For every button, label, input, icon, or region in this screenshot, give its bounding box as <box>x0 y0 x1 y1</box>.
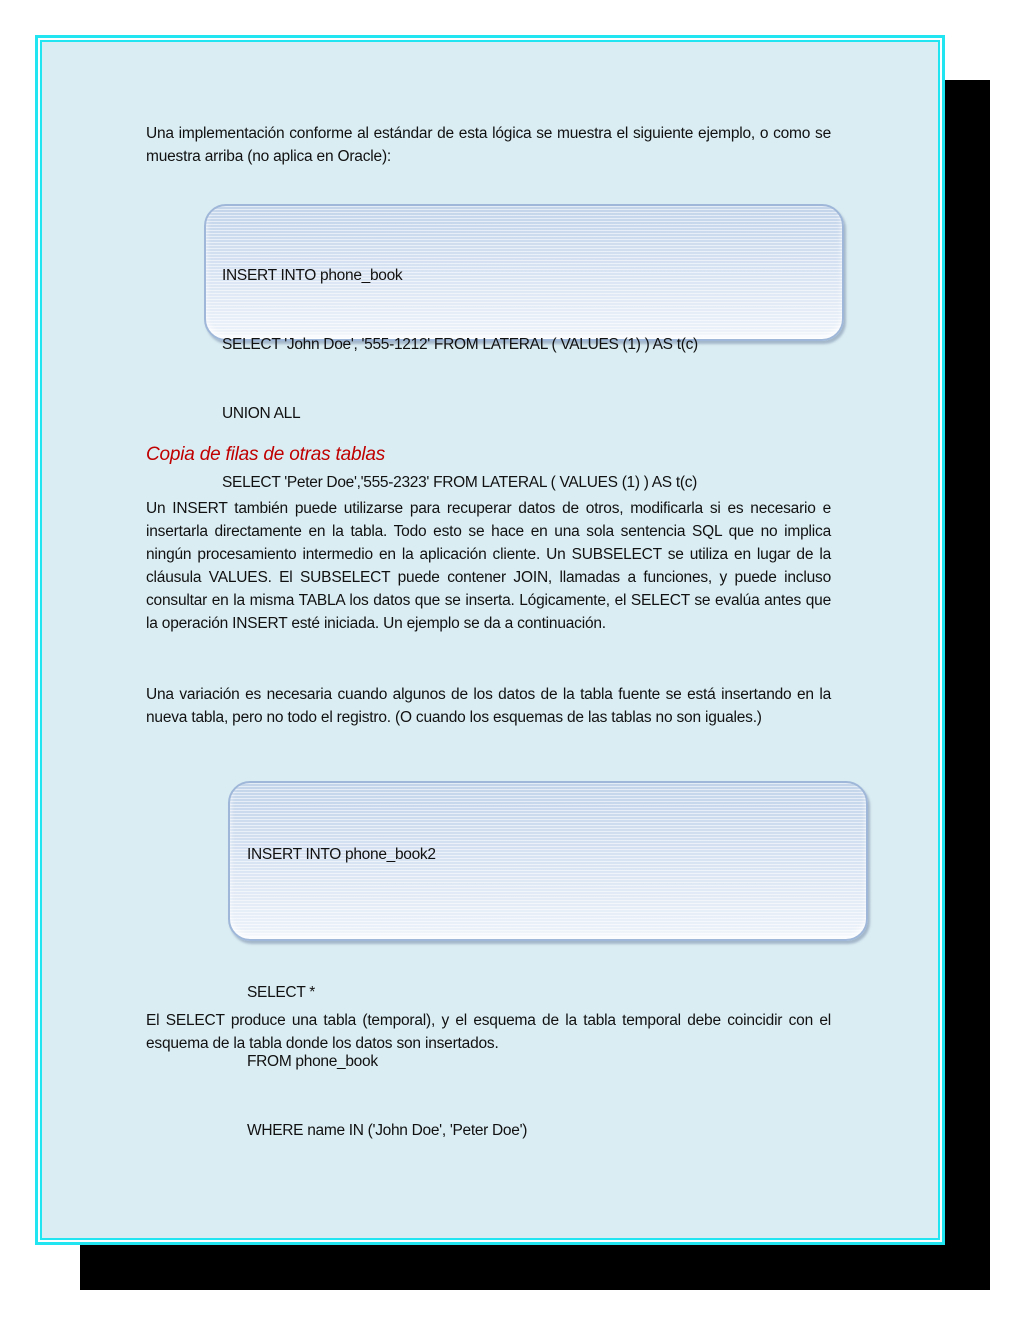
code-line: WHERE name IN ('John Doe', 'Peter Doe') <box>247 1122 528 1139</box>
body-paragraph-insert-subselect: Un INSERT también puede utilizarse para recuperar datos de otros, modificarla si es necesario e insertarla directamente en la tabla. Todo esto se hace en una sola sentencia SQL que no implica ningún procesamiento intermedio en la aplicación cliente. Un SUBSELECT se utiliza en lugar de la cláusula VALUES. El SUBSELECT puede contener JOIN, llamadas a funciones, y puede incluso consultar en la misma TABLA los datos que se inserta. Lógicamente, el SELECT se evalúa antes que la operación INSERT esté iniciada. Un ejemplo se da a continuación. <box>146 500 831 632</box>
code-line: INSERT INTO phone_book <box>222 267 403 284</box>
code-line: SELECT 'Peter Doe','555-2323' FROM LATERAL ( VALUES (1) ) AS t(c) <box>222 474 698 491</box>
code-line: UNION ALL <box>222 405 301 422</box>
code-line: FROM phone_book <box>247 1053 378 1070</box>
intro-paragraph: Una implementación conforme al estándar de esta lógica se muestra el siguiente ejemplo, o como se muestra arriba (no aplica en Oracle): <box>146 125 831 165</box>
code-line: SELECT * <box>247 984 315 1001</box>
section-heading: Copia de filas de otras tablas <box>146 444 386 465</box>
closing-paragraph: El SELECT produce una tabla (temporal), y el esquema de la tabla temporal debe coincidir con el esquema de la tabla donde los datos son insertados. <box>146 1012 831 1052</box>
body-paragraph-variation: Una variación es necesaria cuando algunos de los datos de la tabla fuente se está insertando en la nueva tabla, pero no todo el registro. (O cuando los esquemas de las tablas no son iguales.) <box>146 686 831 726</box>
code-line: SELECT 'John Doe', '555-1212' FROM LATERAL ( VALUES (1) ) AS t(c) <box>222 336 698 353</box>
code-line: INSERT INTO phone_book2 <box>247 846 436 863</box>
code-line-blank <box>247 912 527 935</box>
code-lines <box>222 218 698 540</box>
code-lines <box>247 797 527 1188</box>
